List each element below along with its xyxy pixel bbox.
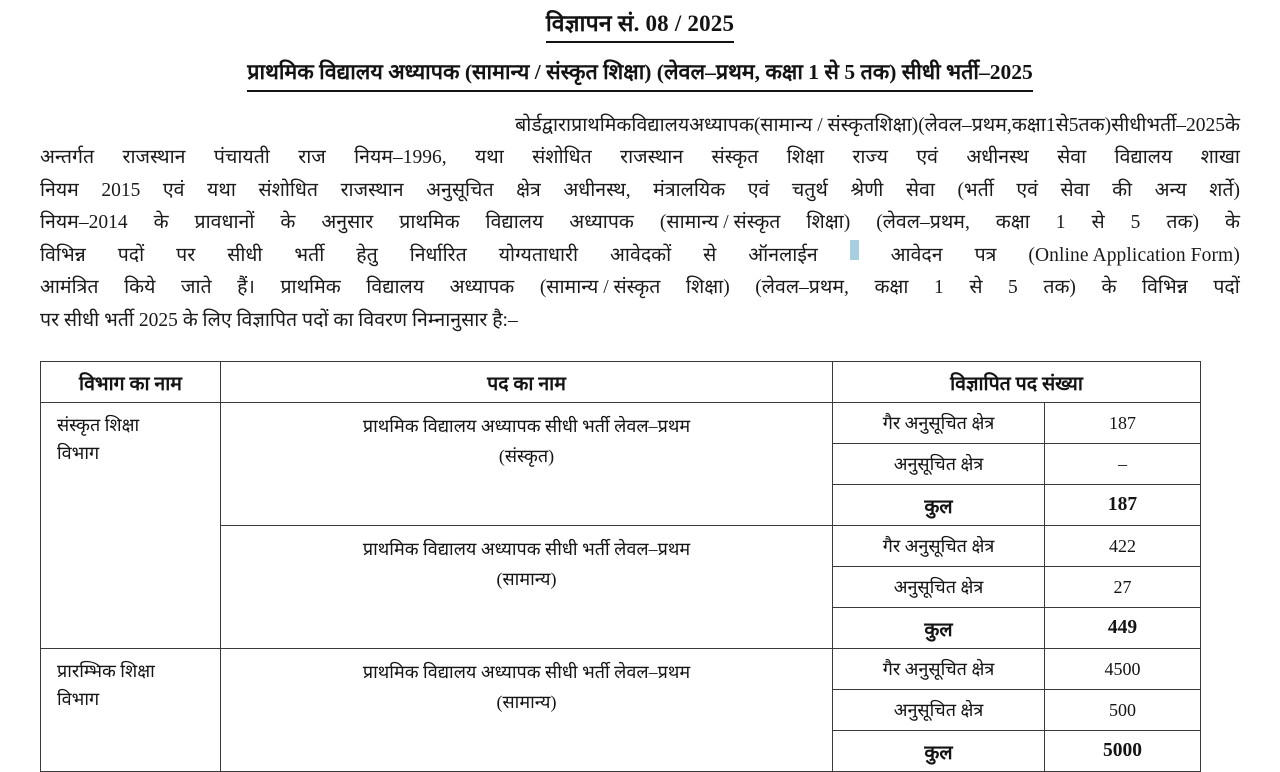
- paragraph-word: विद्यालय: [366, 277, 425, 299]
- department-name-line2: विभाग: [57, 443, 100, 464]
- post-name-cell: [221, 403, 833, 526]
- page-title: [40, 59, 1240, 92]
- paragraph-word: योग्यताधारी: [498, 244, 579, 266]
- paragraph-word: शिक्षा): [806, 212, 851, 234]
- paragraph-word: प्राथमिक: [399, 212, 460, 234]
- paragraph-word: 1: [1045, 114, 1056, 136]
- paragraph-word: (लेवल–प्रथम,: [876, 212, 970, 234]
- paragraph-word: 5: [1008, 277, 1018, 299]
- paragraph-word: बोर्ड: [515, 114, 542, 136]
- post-count: 27: [1045, 567, 1201, 608]
- column-header-department: विभाग का नाम: [41, 362, 221, 403]
- paragraph-word: पर: [176, 244, 196, 266]
- paragraph-word: अध्यापक: [449, 277, 515, 299]
- paragraph-word: मंत्रालयिक: [653, 179, 726, 201]
- paragraph-word: किये: [124, 277, 156, 299]
- paragraph-word: एवं: [916, 147, 938, 169]
- paragraph-word: तक): [1166, 212, 1199, 234]
- paragraph-word: के: [153, 212, 169, 234]
- table-header: [41, 362, 1201, 403]
- text-selection-highlight: [850, 240, 859, 260]
- paragraph-word: श्रेणी: [850, 179, 884, 201]
- paragraph-word: 5: [1130, 212, 1141, 234]
- paragraph-line: [40, 110, 1240, 143]
- post-count: 422: [1045, 526, 1201, 567]
- advertised-posts-table: [40, 361, 1201, 772]
- paragraph-word: (लेवल–प्रथम,: [755, 277, 849, 299]
- paragraph-word: चतुर्थ: [791, 179, 828, 201]
- post-count-total: 5000: [1045, 731, 1201, 772]
- paragraph-line: [40, 207, 1240, 240]
- area-total-label: कुल: [833, 731, 1045, 772]
- paragraph-word: आमंत्रित: [40, 277, 99, 299]
- area-label: गैर अनुसूचित क्षेत्र: [833, 403, 1045, 444]
- post-count: 187: [1045, 403, 1201, 444]
- paragraph-word: (सामान्य / संस्कृत: [539, 277, 661, 299]
- area-label: गैर अनुसूचित क्षेत्र: [833, 649, 1045, 690]
- paragraph-word: (सामान्य / संस्कृत: [753, 114, 875, 136]
- paragraph-word: अध्यापक: [569, 212, 634, 234]
- paragraph-word: राजस्थान: [340, 179, 404, 201]
- page-title-text: प्राथमिक विद्यालय अध्यापक (सामान्य / संस्कृत शिक्षा) (लेवल–प्रथम, कक्षा 1 से 5 तक) सीधी भर्ती–2025: [247, 59, 1032, 92]
- paragraph-word: कक्षा: [995, 212, 1030, 234]
- paragraph-line: [40, 240, 1240, 273]
- paragraph-word: राज: [298, 147, 326, 169]
- paragraph-word: यथा: [474, 147, 504, 169]
- paragraph-word: संशोधित: [258, 179, 319, 201]
- department-name-line1: प्रारम्भिक शिक्षा: [57, 661, 155, 682]
- table-header-row: [41, 362, 1201, 403]
- paragraph-word: एवं: [1016, 179, 1038, 201]
- paragraph-word: कक्षा: [874, 277, 909, 299]
- post-subtitle: (सामान्य): [496, 692, 557, 713]
- paragraph-word: भर्ती: [294, 244, 325, 266]
- post-count: 4500: [1045, 649, 1201, 690]
- post-count: –: [1045, 444, 1201, 485]
- paragraph-word: निर्धारित: [409, 244, 467, 266]
- column-header-advertised-posts: विज्ञापित पद संख्या: [833, 362, 1201, 403]
- paragraph-word: प्राथमिक: [571, 114, 632, 136]
- paragraph-word: हेतु: [356, 244, 378, 266]
- department-cell: [41, 403, 221, 649]
- paragraph-word: 1: [934, 277, 944, 299]
- paragraph-line: पर सीधी भर्ती 2025 के लिए विज्ञापित पदों का विवरण निम्नानुसार है:–: [40, 309, 518, 331]
- paragraph-word: आवेदकों: [610, 244, 672, 266]
- paragraph-word: विद्यालय: [485, 212, 544, 234]
- paragraph-word: की: [1112, 179, 1133, 201]
- paragraph-word: सीधी: [1111, 114, 1147, 136]
- paragraph-word: अधीनस्थ,: [563, 179, 631, 201]
- paragraph-word: के: [280, 212, 296, 234]
- notice-number: [40, 10, 1240, 43]
- post-count: 500: [1045, 690, 1201, 731]
- post-name-cell: [221, 526, 833, 649]
- post-subtitle: (सामान्य): [496, 569, 557, 590]
- paragraph-word: ऑनलाईन: [748, 244, 818, 266]
- paragraph-word: से: [969, 277, 983, 299]
- table-body: [41, 403, 1201, 772]
- paragraph-word: द्वारा: [541, 114, 572, 136]
- post-name-cell: [221, 649, 833, 772]
- paragraph-word: एवं: [747, 179, 770, 201]
- area-label: अनुसूचित क्षेत्र: [833, 444, 1045, 485]
- paragraph-word: 1: [1055, 212, 1066, 234]
- paragraph-word: पत्र: [974, 244, 997, 266]
- paragraph-word: विद्यालय: [1114, 147, 1173, 169]
- paragraph-word: विद्यालय: [631, 114, 690, 136]
- paragraph-word: सेवा: [905, 179, 935, 201]
- paragraph-word: 5: [1068, 114, 1079, 136]
- paragraph-line: [40, 175, 1240, 208]
- paragraph-word: 2015: [101, 179, 141, 201]
- post-count-total: 187: [1045, 485, 1201, 526]
- paragraph-word: क्षेत्र: [516, 179, 541, 201]
- paragraph-word: संशोधित: [532, 147, 592, 169]
- paragraph-word: (भर्ती: [957, 179, 994, 201]
- paragraph-word: आवेदन: [890, 244, 943, 266]
- paragraph-word: अनुसार: [321, 212, 374, 234]
- paragraph-word: सेवा: [1057, 147, 1087, 169]
- area-total-label: कुल: [833, 608, 1045, 649]
- area-label: गैर अनुसूचित क्षेत्र: [833, 526, 1045, 567]
- paragraph-word: तक): [1078, 114, 1112, 136]
- paragraph-word: अधीनस्थ: [966, 147, 1029, 169]
- post-count-total: 449: [1045, 608, 1201, 649]
- paragraph-word: (Online Application Form): [1028, 244, 1240, 266]
- paragraph-word: हैं।: [237, 277, 255, 299]
- paragraph-word: के: [1224, 212, 1240, 234]
- paragraph-word: (लेवल–प्रथम,: [918, 114, 1012, 136]
- paragraph-word: तक): [1043, 277, 1076, 299]
- paragraph-word: अन्तर्गत: [40, 147, 95, 169]
- paragraph-word: विभिन्न: [1142, 277, 1188, 299]
- paragraph-word: से: [1055, 114, 1069, 136]
- area-label: अनुसूचित क्षेत्र: [833, 690, 1045, 731]
- paragraph-word: कक्षा: [1011, 114, 1046, 136]
- paragraph-word: प्रावधानों: [194, 212, 255, 234]
- intro-paragraph: [40, 110, 1240, 338]
- paragraph-word: नियम: [40, 179, 79, 201]
- paragraph-word: से: [703, 244, 717, 266]
- paragraph-word: राजस्थान: [122, 147, 186, 169]
- paragraph-word: प्राथमिक: [280, 277, 341, 299]
- paragraph-word: एवं: [162, 179, 185, 201]
- department-name-line2: विभाग: [57, 689, 100, 710]
- paragraph-word: सेवा: [1060, 179, 1090, 201]
- notice-number-text: विज्ञापन सं. 08 / 2025: [546, 10, 734, 43]
- paragraph-word: विभिन्न: [40, 244, 86, 266]
- paragraph-line: [40, 142, 1240, 175]
- area-label: अनुसूचित क्षेत्र: [833, 567, 1045, 608]
- paragraph-word: राजस्थान: [620, 147, 684, 169]
- paragraph-word: शाखा: [1200, 147, 1240, 169]
- paragraph-word: के: [1101, 277, 1117, 299]
- table-row: [41, 403, 1201, 444]
- paragraph-word: सीधी: [227, 244, 263, 266]
- department-name-line1: संस्कृत शिक्षा: [57, 415, 140, 436]
- paragraph-word: अन्य: [1154, 179, 1187, 201]
- paragraph-word: संस्कृत: [711, 147, 759, 169]
- department-cell: [41, 649, 221, 772]
- paragraph-word: शर्ते): [1209, 179, 1240, 201]
- paragraph-word: पंचायती: [213, 147, 270, 169]
- area-total-label: कुल: [833, 485, 1045, 526]
- paragraph-word: शिक्षा): [874, 114, 919, 136]
- post-title: प्राथमिक विद्यालय अध्यापक सीधी भर्ती लेवल–प्रथम: [362, 539, 691, 560]
- paragraph-word: राज्य: [852, 147, 888, 169]
- paragraph-word: भर्ती–2025: [1146, 114, 1226, 136]
- paragraph-word: नियम–1996,: [354, 147, 447, 169]
- paragraph-word: शिक्षा: [786, 147, 825, 169]
- post-subtitle: (संस्कृत): [498, 446, 555, 467]
- paragraph-word: शिक्षा): [685, 277, 730, 299]
- paragraph-word: यथा: [207, 179, 236, 201]
- post-title: प्राथमिक विद्यालय अध्यापक सीधी भर्ती लेवल–प्रथम: [362, 416, 691, 437]
- paragraph-word: पदों: [117, 244, 145, 266]
- paragraph-word: जाते: [180, 277, 212, 299]
- column-header-post: पद का नाम: [221, 362, 833, 403]
- paragraph-word: से: [1091, 212, 1105, 234]
- paragraph-word: के: [1225, 114, 1240, 136]
- paragraph-line: [40, 272, 1240, 305]
- paragraph-word: नियम–2014: [40, 212, 128, 234]
- post-title: प्राथमिक विद्यालय अध्यापक सीधी भर्ती लेवल–प्रथम: [362, 662, 691, 683]
- table-row: [41, 649, 1201, 690]
- paragraph-word: अनुसूचित: [426, 179, 494, 201]
- paragraph-word: पदों: [1213, 277, 1240, 299]
- paragraph-word: (सामान्य / संस्कृत: [659, 212, 781, 234]
- paragraph-word: अध्यापक: [689, 114, 754, 136]
